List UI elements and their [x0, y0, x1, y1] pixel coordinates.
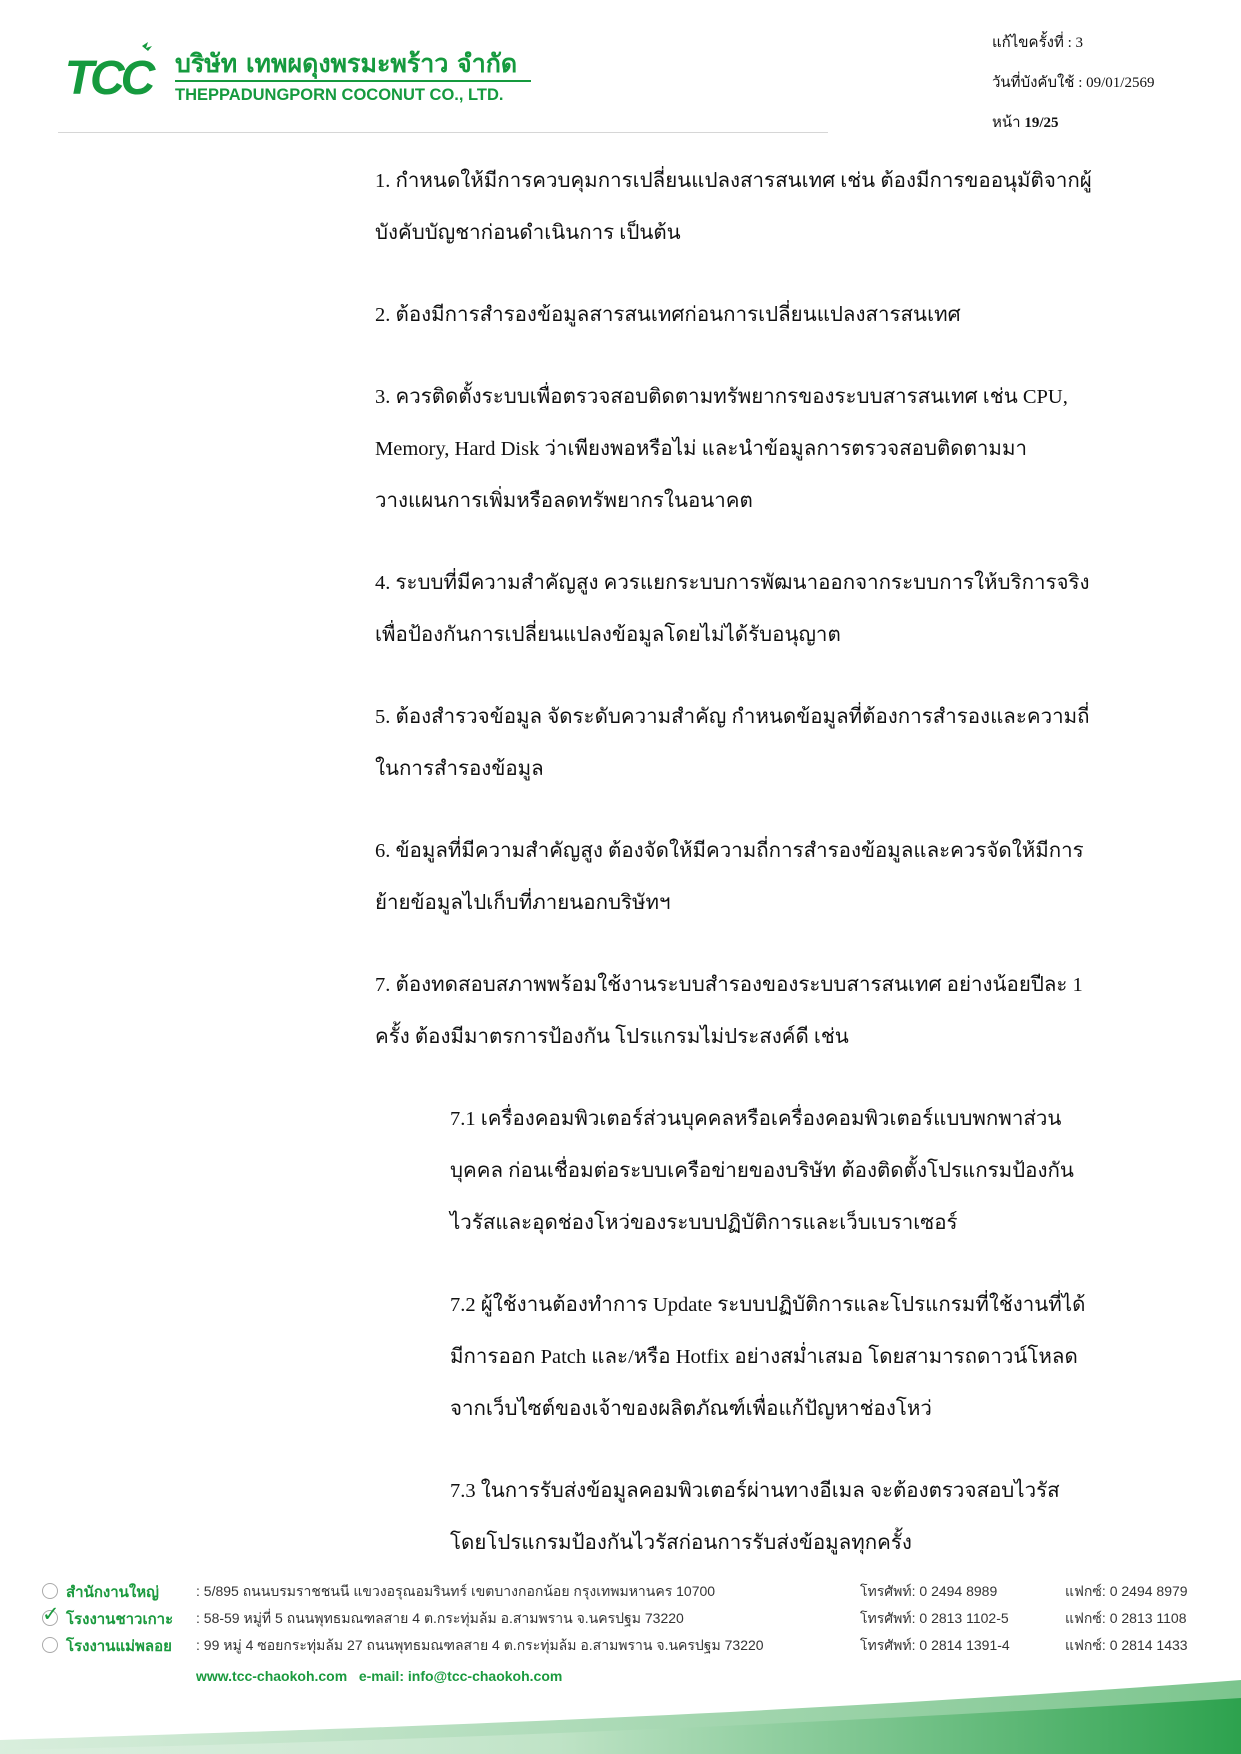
- effective-date-label: วันที่บังคับใช้ : 09/01/2569: [992, 75, 1155, 91]
- paragraph-3: 3. ควรติดตั้งระบบเพื่อตรวจสอบติดตามทรัพยากรของระบบสารสนเทศ เช่น CPU, Memory, Hard Disk ว่าเพียงพอหรือไม่ และนำข้อมูลการตรวจสอบติดตามมาวางแผนการเพิ่มหรือลดทรัพยากรในอนาคต: [375, 386, 1068, 512]
- office-address: : 5/895 ถนนบรมราชชนนี แขวงอรุณอมรินทร์ เขตบางกอกน้อย กรุงเทพมหานคร 10700: [196, 1583, 716, 1599]
- company-logo: [58, 42, 158, 102]
- office-fax: แฟกซ์: 0 2814 1433: [1065, 1637, 1188, 1653]
- radio-circle-icon: [42, 1637, 58, 1653]
- sub-item-7-3: 7.3 ในการรับส่งข้อมูลคอมพิวเตอร์ผ่านทางอีเมล จะต้องตรวจสอบไวรัสโดยโปรแกรมป้องกันไวรัสก่อนการรับส่งข้อมูลทุกครั้ง: [450, 1480, 1060, 1554]
- radio-circle-icon: [42, 1583, 58, 1599]
- office-label: สำนักงานใหญ่: [66, 1584, 159, 1601]
- paragraph-5: 5. ต้องสำรวจข้อมูล จัดระดับความสำคัญ กำหนดข้อมูลที่ต้องการสำรองและความถี่ในการสำรองข้อมูล: [375, 706, 1090, 780]
- sub-item-7-2: 7.2 ผู้ใช้งานต้องทำการ Update ระบบปฏิบัติการและโปรแกรมที่ใช้งานที่ได้มีการออก Patch และ/หรือ Hotfix อย่างสม่ำเสมอ โดยสามารถดาวน์โหลดจากเว็บไซต์ของเจ้าของผลิตภัณฑ์เพื่อแก้ปัญหาช่องโหว่: [450, 1294, 1086, 1420]
- page-number: 19/25: [1024, 115, 1059, 131]
- company-name-underline: [175, 80, 531, 82]
- paragraph-4: 4. ระบบที่มีความสำคัญสูง ควรแยกระบบการพัฒนาออกจากระบบการให้บริการจริง เพื่อป้องกันการเปลี่ยนแปลงข้อมูลโดยไม่ได้รับอนุญาต: [375, 572, 1090, 646]
- page-indicator: [992, 110, 1059, 134]
- document-body: [375, 155, 1095, 1599]
- sub-item-7-1: 7.1 เครื่องคอมพิวเตอร์ส่วนบุคคลหรือเครื่องคอมพิวเตอร์แบบพกพาส่วนบุคคล ก่อนเชื่อมต่อระบบเครือข่ายของบริษัท ต้องติดตั้งโปรแกรมป้องกันไวรัสและอุดช่องโหว่ของระบบปฏิบัติการและเว็บเบราเซอร์: [450, 1108, 1074, 1234]
- paragraph-1: 1. กำหนดให้มีการควบคุมการเปลี่ยนแปลงสารสนเทศ เช่น ต้องมีการขออนุมัติจากผู้บังคับบัญชาก่อนดำเนินการ เป็นต้น: [375, 170, 1092, 244]
- revision-label: แก้ไขครั้งที่ : 3: [992, 35, 1084, 51]
- footer-wave-decoration: [0, 1680, 1241, 1754]
- office-label: โรงงานชาวเกาะ: [66, 1611, 174, 1628]
- office-row: [40, 1632, 1220, 1659]
- office-row: [40, 1578, 1220, 1605]
- office-phone: โทรศัพท์: 0 2813 1102-5: [860, 1610, 1009, 1626]
- paragraph-6: 6. ข้อมูลที่มีความสำคัญสูง ต้องจัดให้มีความถี่การสำรองข้อมูลและควรจัดให้มีการย้ายข้อมูลไปเก็บที่ภายนอกบริษัทฯ: [375, 840, 1084, 914]
- header-divider: [58, 132, 828, 133]
- paragraph-2: 2. ต้องมีการสำรองข้อมูลสารสนเทศก่อนการเปลี่ยนแปลงสารสนเทศ: [375, 304, 961, 326]
- company-name-en: THEPPADUNGPORN COCONUT CO., LTD.: [175, 86, 504, 104]
- office-label: โรงงานแม่พลอย: [66, 1638, 172, 1655]
- email-link[interactable]: e-mail: info@tcc-chaokoh.com: [358, 1668, 563, 1684]
- office-fax: แฟกซ์: 0 2813 1108: [1065, 1610, 1187, 1626]
- office-fax: แฟกซ์: 0 2494 8979: [1065, 1583, 1188, 1599]
- office-row: [40, 1605, 1220, 1632]
- office-phone: โทรศัพท์: 0 2494 8989: [860, 1583, 998, 1599]
- office-address: : 58-59 หมู่ที่ 5 ถนนพุทธมณฑลสาย 4 ต.กระทุ่มล้ม อ.สามพราน จ.นครปฐม 73220: [196, 1610, 684, 1626]
- office-address: : 99 หมู่ 4 ซอยกระทุ่มล้ม 27 ถนนพุทธมณฑลสาย 4 ต.กระทุ่มล้ม อ.สามพราน จ.นครปฐม 73220: [196, 1637, 764, 1653]
- paragraph-7: 7. ต้องทดสอบสภาพพร้อมใช้งานระบบสำรองของระบบสารสนเทศ อย่างน้อยปีละ 1 ครั้ง ต้องมีมาตรการป้องกัน โปรแกรมไม่ประสงค์ดี เช่น: [375, 974, 1083, 1048]
- logo-text: TCC: [64, 52, 152, 102]
- checkmark-icon: ✓: [42, 1603, 60, 1626]
- company-name-th: บริษัท เทพผดุงพรมะพร้าว จำกัด: [175, 49, 518, 78]
- office-phone: โทรศัพท์: 0 2814 1391-4: [860, 1637, 1010, 1653]
- footer-offices: [40, 1578, 1220, 1659]
- website-link[interactable]: www.tcc-chaokoh.com: [196, 1668, 348, 1684]
- page-prefix: หน้า: [992, 115, 1021, 131]
